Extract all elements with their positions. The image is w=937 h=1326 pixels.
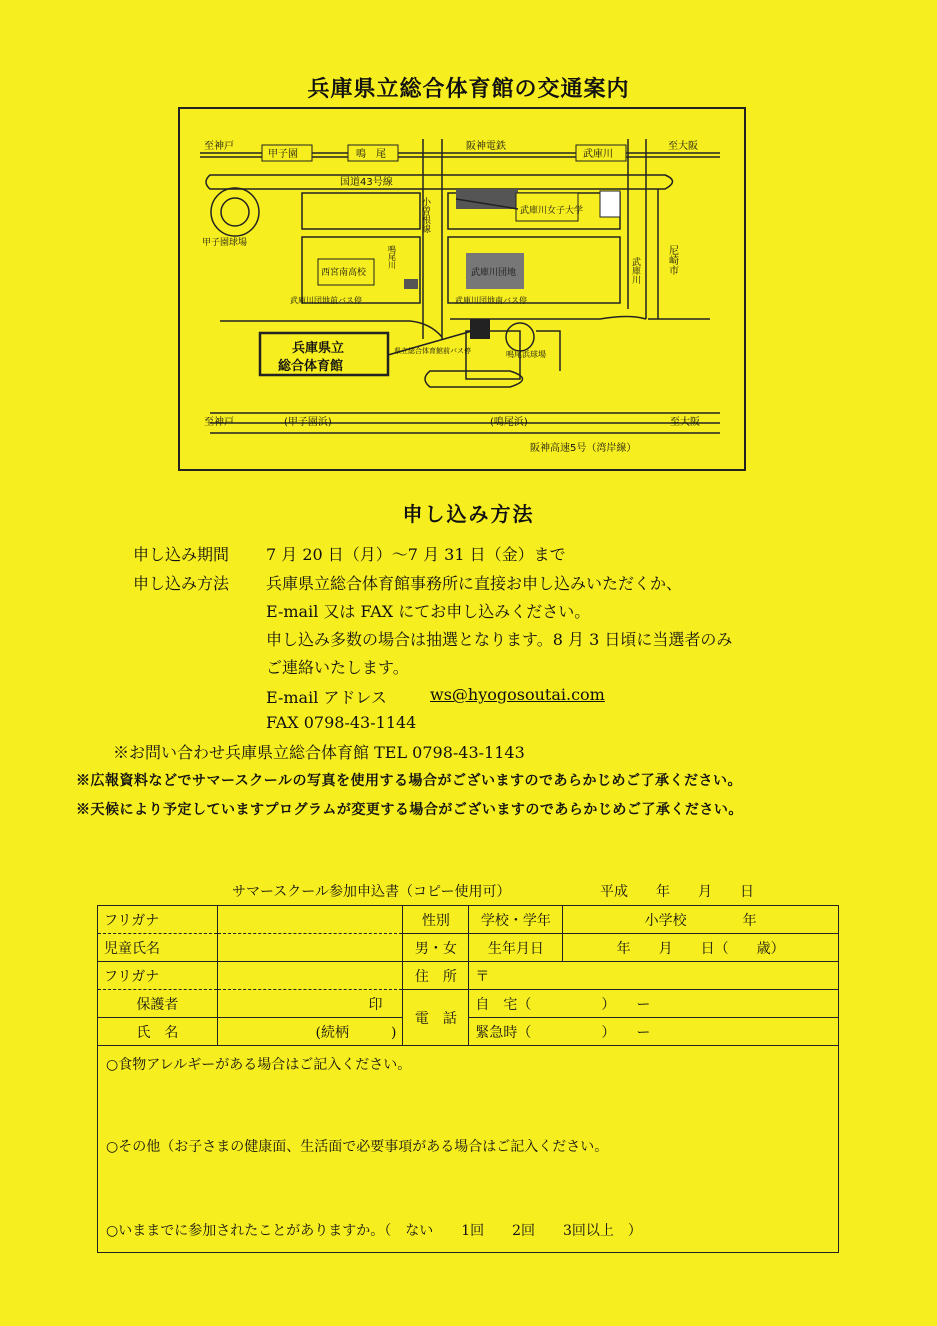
period-value: 7 月 20 日（月）～7 月 31 日（金）まで: [266, 545, 566, 564]
map-roads: [200, 139, 720, 433]
map-mukogawa-danchi: 武庫川団地: [471, 268, 517, 278]
apply-section-title: 申し込み方法: [402, 502, 535, 526]
method-line1: 兵庫県立総合体育館事務所に直接お申し込みいただくか、: [266, 574, 683, 593]
map-drawing: [180, 109, 744, 469]
map-naruogawa: 鳴尾川: [387, 245, 397, 269]
map-expressway: 阪神高速5号（湾岸線）: [530, 443, 637, 454]
email-label: E-mail アドレス: [266, 688, 387, 707]
map-venue-line2: 総合体育館: [278, 359, 344, 374]
emergency-phone-input[interactable]: 緊急時（ ） ー: [469, 1018, 839, 1046]
school-label: 学校・学年: [469, 906, 563, 934]
map-to-kobe-top: 至神戸: [204, 141, 234, 152]
map-naruohama-stadium: 鳴尾浜球場: [506, 350, 546, 359]
map-koshien-stadium: 甲子園球場: [202, 238, 248, 248]
school-building-icon: [404, 279, 418, 289]
birth-label: 生年月日: [469, 934, 563, 962]
furigana2-label: フリガナ: [98, 962, 218, 990]
home-phone-input[interactable]: 自 宅（ ） ー: [469, 990, 839, 1018]
period-label: 申し込み期間: [133, 545, 230, 564]
application-form: [97, 905, 839, 1252]
child-name-input[interactable]: [217, 934, 403, 962]
page-title: 兵庫県立総合体育館の交通案内: [307, 76, 630, 102]
map-bus-stop-1: 武庫川団地前バス停: [290, 296, 362, 305]
map-to-osaka-top: 至大阪: [668, 141, 698, 152]
phone-label: 電 話: [403, 990, 469, 1046]
address-input[interactable]: 〒: [469, 962, 839, 990]
map-koshien-station: 甲子園: [268, 149, 298, 160]
womens-univ-building-icon: [456, 189, 518, 209]
gender-options[interactable]: 男・女: [403, 934, 469, 962]
map-womens-univ: 武庫川女子大学: [520, 206, 584, 216]
map-kosone-line: 小曽根線: [420, 197, 430, 233]
form-table: [97, 905, 839, 1046]
note-weather: ※天候により予定していますプログラムが変更する場合がございますのであらかじめご了承ください。: [76, 802, 743, 818]
inquiry-line: ※お問い合わせ兵庫県立総合体育館 TEL 0798-43-1143: [113, 743, 525, 762]
address-label: 住 所: [403, 962, 469, 990]
map-to-kobe-bottom: 至神戸: [204, 417, 234, 428]
form-title: サマースクール参加申込書（コピー使用可）: [232, 884, 511, 900]
seal-mark: 印: [217, 990, 403, 1018]
furigana2-input[interactable]: [217, 962, 403, 990]
map-amagasaki: 尼崎市: [666, 245, 678, 275]
map-naruo-station: 鳴 尾: [356, 149, 386, 160]
map-route43: 国道43号線: [340, 177, 393, 188]
guardian-name-label: 氏 名: [98, 1018, 218, 1046]
guardian-label: 保護者: [98, 990, 218, 1018]
fax-number: FAX 0798-43-1144: [266, 713, 417, 732]
map-bus-stop-2: 武庫川団地南バス停: [455, 296, 527, 305]
other-note: ○その他（お子さまの健康面、生活面で必要事項がある場合はご記入ください。: [106, 1139, 609, 1155]
relation-input[interactable]: (続柄 ): [217, 1018, 403, 1046]
access-map: [178, 107, 746, 471]
map-labels: [202, 139, 700, 454]
method-label: 申し込み方法: [133, 574, 230, 593]
form-date: 平成 年 月 日: [600, 884, 754, 900]
map-to-osaka-bottom: 至大阪: [670, 417, 700, 428]
gender-label: 性別: [403, 906, 469, 934]
mukogawa-tower-icon: [600, 191, 620, 217]
map-venue-line1: 兵庫県立: [292, 341, 345, 356]
furigana-input[interactable]: [217, 906, 403, 934]
method-line2: E-mail 又は FAX にてお申し込みください。: [266, 602, 591, 621]
koshien-stadium-icon: [211, 188, 259, 236]
map-mukogawa-station: 武庫川: [583, 149, 613, 160]
birth-input[interactable]: 年 月 日（ 歳）: [563, 934, 839, 962]
furigana-label: フリガナ: [98, 906, 218, 934]
history-question: ○いままでに参加されたことがありますか。（ ない 1回 2回 3回以上 ）: [106, 1223, 642, 1239]
venue-building-icon: [470, 319, 490, 339]
map-mukogawa-river: 武庫川: [630, 257, 640, 284]
school-input[interactable]: 小学校 年: [563, 906, 839, 934]
email-link[interactable]: ws@hyogosoutai.com: [430, 685, 605, 704]
method-line4: ご連絡いたします。: [266, 658, 409, 677]
method-line3: 申し込み多数の場合は抽選となります。8 月 3 日頃に当選者のみ: [266, 630, 733, 649]
allergy-note: ○食物アレルギーがある場合はご記入ください。: [106, 1057, 412, 1073]
map-nishinomiya-hs: 西宮南高校: [321, 268, 367, 278]
map-naruohama: (鳴尾浜): [490, 417, 528, 428]
child-name-label: 児童氏名: [98, 934, 218, 962]
map-koshienhama: (甲子園浜): [284, 417, 332, 428]
map-venue-bus-stop: 県立総合体育館前バス停: [394, 347, 471, 355]
note-photos: ※広報資料などでサマースクールの写真を使用する場合がございますのであらかじめご了承ください。: [76, 773, 743, 789]
map-hanshin-line: 阪神電鉄: [466, 141, 506, 152]
form-notes-box[interactable]: [97, 1046, 839, 1253]
